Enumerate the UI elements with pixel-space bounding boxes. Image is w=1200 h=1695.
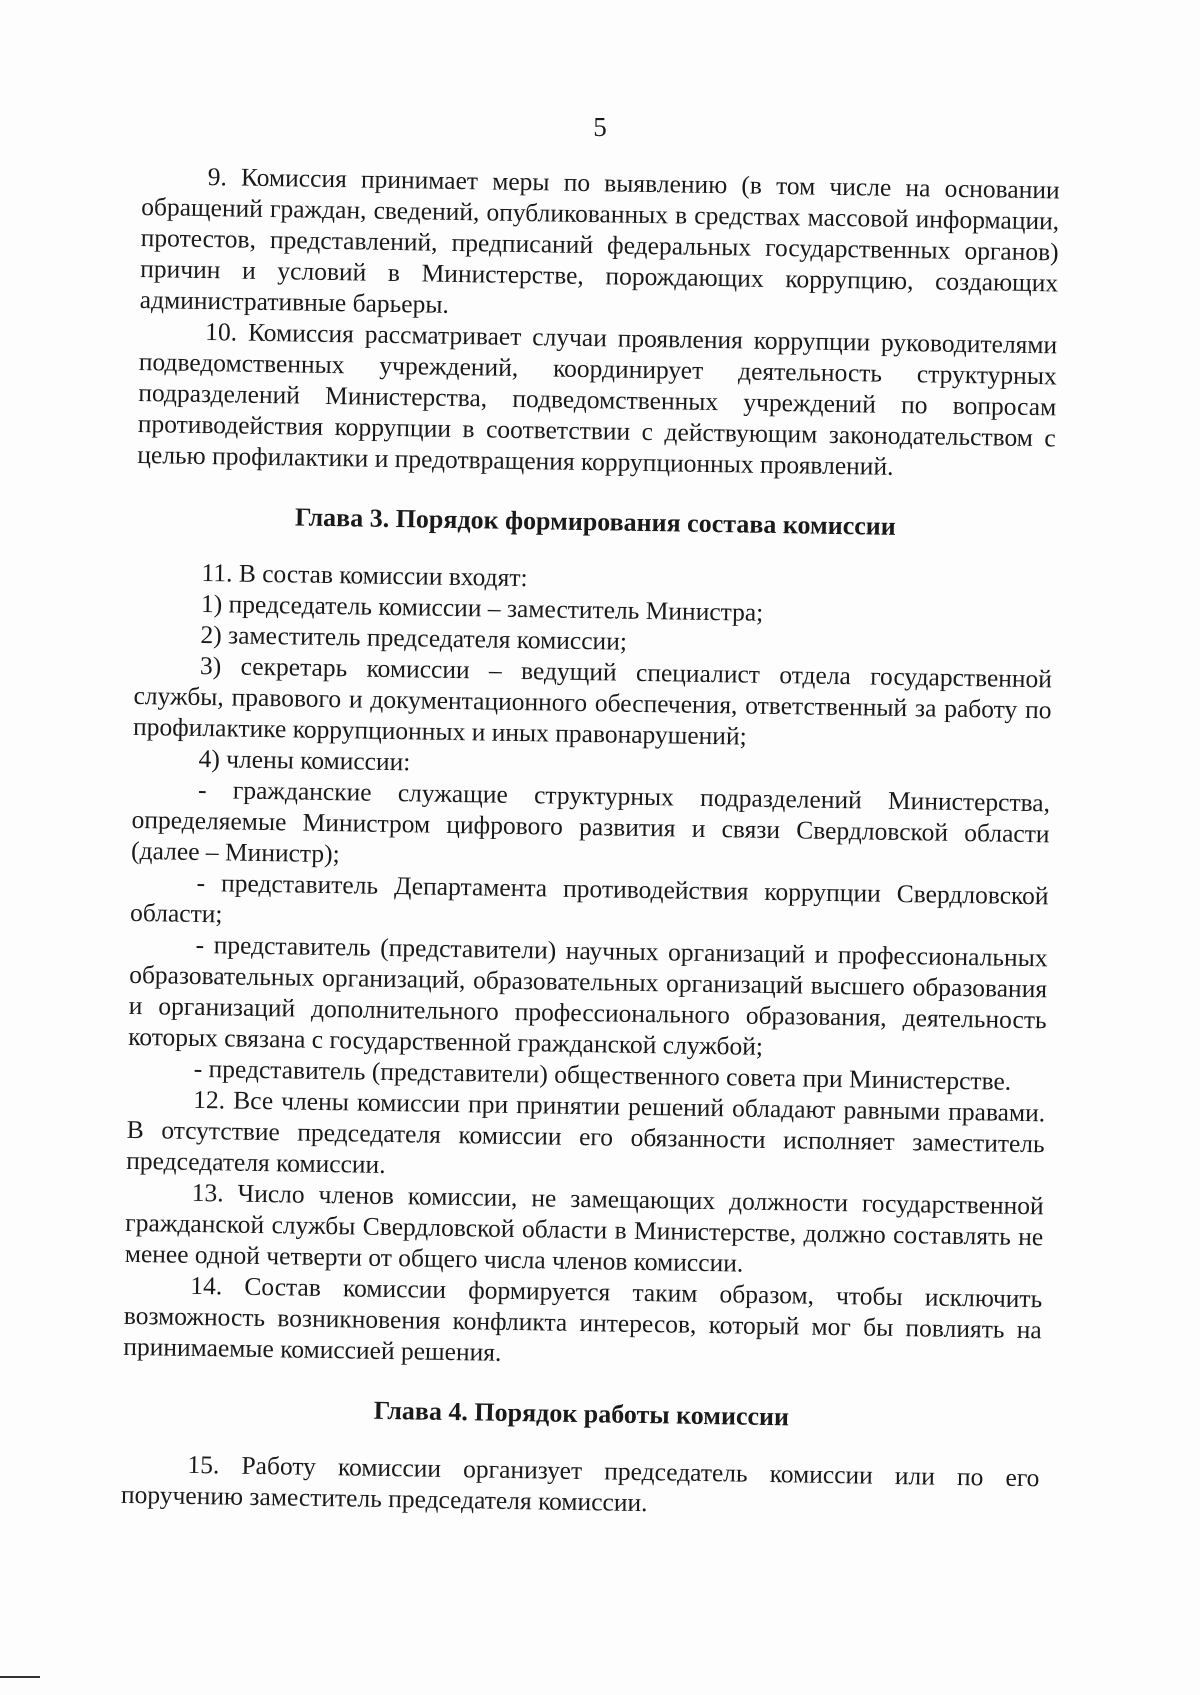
document-body	[121, 160, 1060, 1524]
list-item-3: 3) секретарь комиссии – ведущий специалист отдела государственной службы, правового и документационного обеспечения, ответственный за работу по профилактике коррупционных и иных правонарушений;	[132, 650, 1053, 751]
paragraph-11: 11. В состав комиссии входят:	[201, 557, 528, 593]
member-item-scientific-organizations: - представитель (представители) научных организаций и профессиональных образовательных организаций, образовательных организаций высшего образования и организаций дополнительного профессионального образования, деятельность которых связана с государственной гражданской службой;	[128, 929, 1048, 1061]
member-item-public-council: - представитель (представители) общественного совета при Министерстве.	[193, 1053, 1012, 1096]
paragraph-15: 15. Работу комиссии организует председатель комиссии или по его поручению заместитель председателя комиссии.	[120, 1449, 1040, 1518]
list-item-2: 2) заместитель председателя комиссии;	[200, 619, 628, 656]
chapter-4-heading: Глава 4. Порядок работы комиссии	[373, 1395, 790, 1432]
page-number: 5	[593, 112, 607, 142]
list-item-1: 1) председатель комиссии – заместитель Министра;	[200, 588, 764, 627]
paragraph-9: 9. Комиссия принимает меры по выявлению (в том числе на основании обращений граждан, сведений, опубликованных в средствах массовой информации, протестов, представлений, предписаний федеральных государственных органов) причин и условий в Министерстве, порождающих коррупцию, создающих административные барьеры.	[139, 162, 1060, 319]
paragraph-12: 12. Все члены комиссии при принятии решений обладают равными правами. В отсутствие председателя комиссии его обязанности исполняет заместитель председателя комиссии.	[126, 1084, 1046, 1179]
list-item-4: 4) члены комиссии:	[198, 743, 411, 777]
scan-edge-mark	[0, 1676, 40, 1678]
paragraph-14: 14. Состав комиссии формируется таким образом, чтобы исключить возможность возникновения конфликта интересов, который мог бы повлиять на принимаемые комиссией решения.	[123, 1270, 1043, 1367]
member-item-anticorruption-department: - представитель Департамента противодействия коррупции Свердловской области;	[129, 867, 1049, 929]
paragraph-10: 10. Комиссия рассматривает случаи проявления коррупции руководителями подведомственных учреждений, координирует деятельность структурных подразделений Министерства, подведомственных учреждений по вопросам противодействия коррупции в соответствии с действующим законодательством с целью профилактики и предотвращения коррупционных проявлений.	[137, 317, 1058, 481]
paragraph-13: 13. Число членов комиссии, не замещающих должности государственной гражданской службы Свердловской области в Министерстве, должно составлять не менее одной четверти от общего числа членов комиссии.	[124, 1177, 1044, 1278]
member-item-civil-servants: - гражданские служащие структурных подразделений Министерства, определяемые Министром цифрового развития и связи Свердловской области (далее – Министр);	[130, 774, 1051, 869]
chapter-3-heading: Глава 3. Порядок формирования состава комиссии	[294, 502, 896, 541]
